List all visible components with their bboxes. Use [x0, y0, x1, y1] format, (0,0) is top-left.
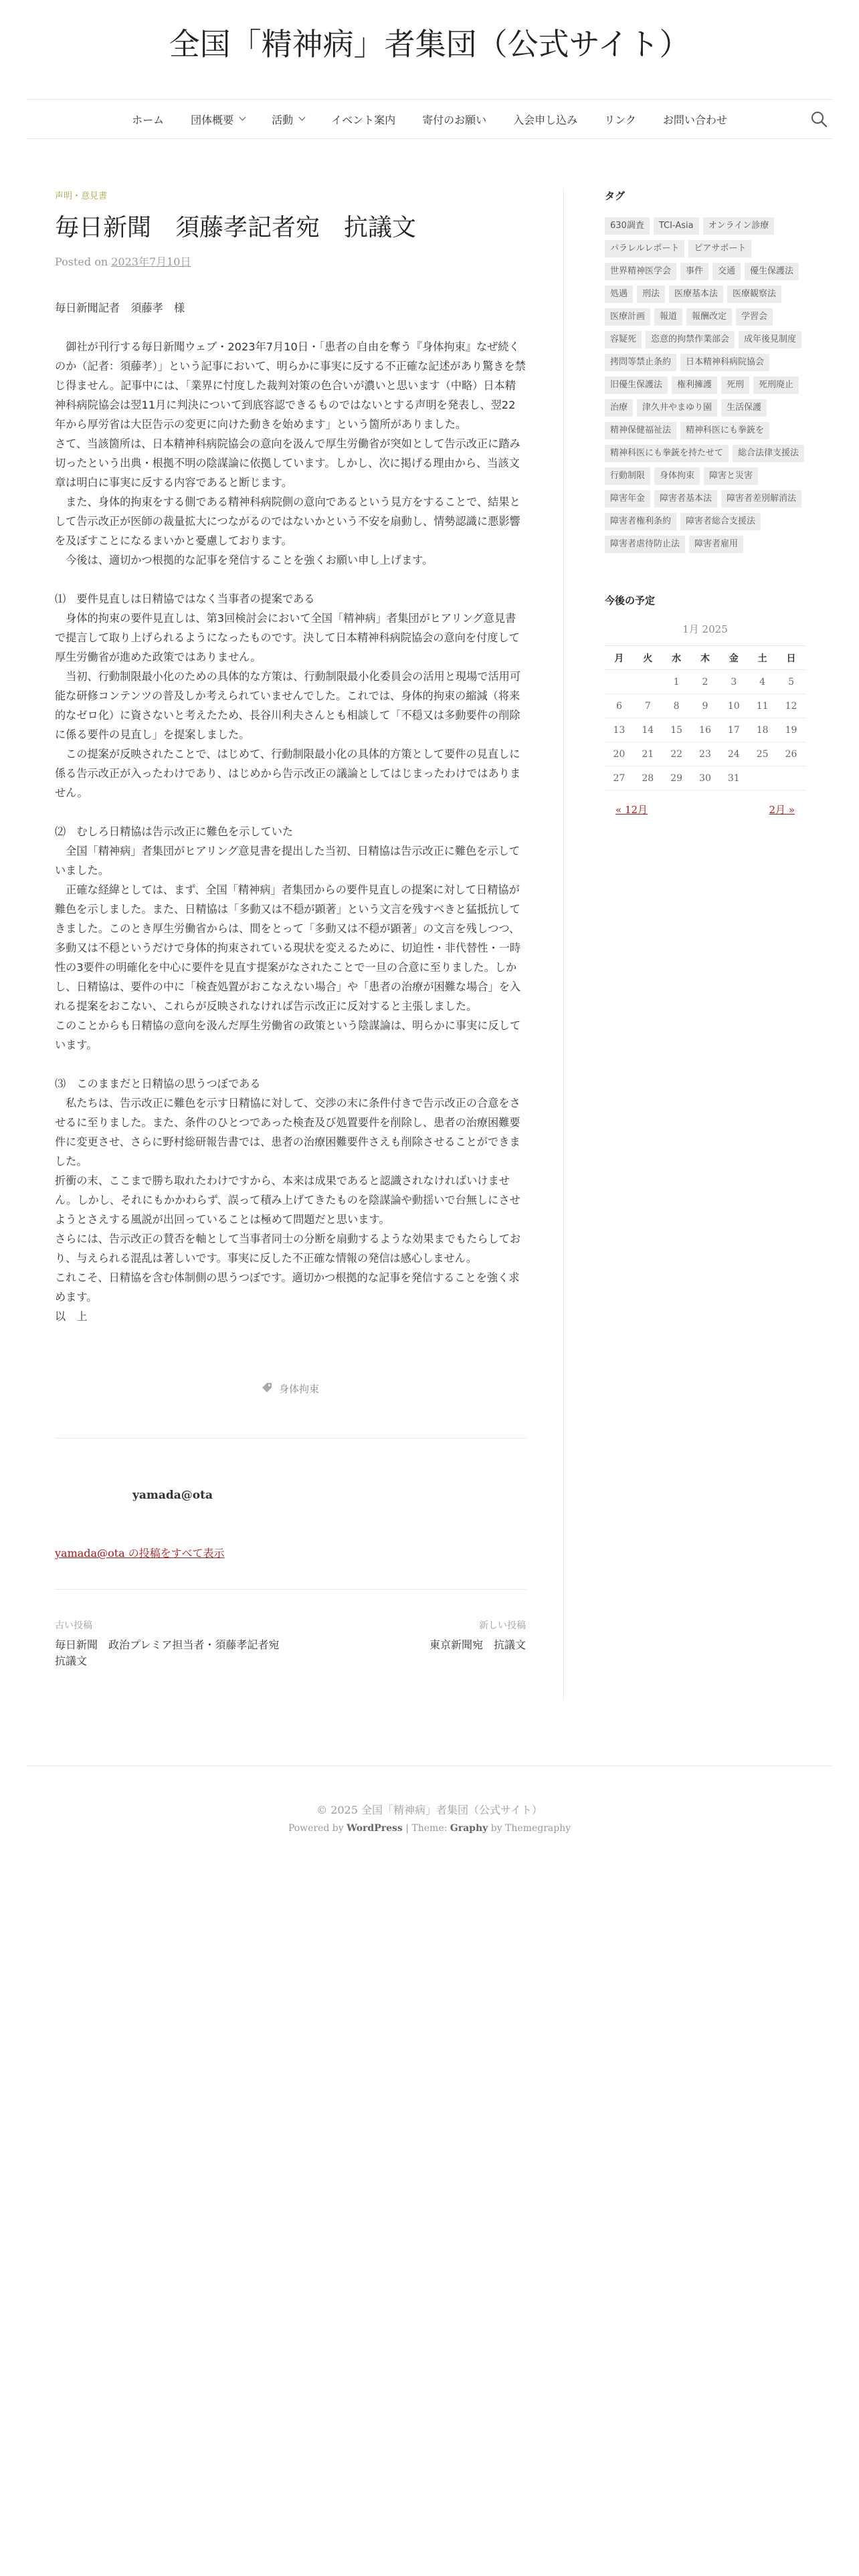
- footer-credit: Powered by WordPress | Theme: Graphy by Themegraphy: [288, 1823, 571, 1834]
- tag-cloud-link[interactable]: 成年後見制度: [739, 331, 801, 348]
- calendar-weekday: 土: [748, 646, 777, 670]
- nav-item-join[interactable]: 入会申し込み: [513, 113, 578, 126]
- tag-cloud-link[interactable]: 精神科医にも拳銃を持たせて: [605, 445, 729, 462]
- tag-cloud: [605, 217, 805, 553]
- calendar-week: [605, 742, 805, 766]
- footer-divider: [27, 1765, 832, 1766]
- calendar-day: 5: [777, 670, 805, 694]
- calendar-day: 15: [662, 718, 691, 742]
- sidebar: [605, 189, 805, 817]
- next-post-label: 新しい投稿: [479, 1620, 526, 1631]
- entry-body: [55, 298, 526, 1326]
- site-header: [0, 0, 859, 99]
- tag-cloud-link[interactable]: 630調査: [605, 217, 650, 235]
- tag-cloud-link[interactable]: ピアサポート: [688, 240, 751, 257]
- calendar-day: 29: [662, 766, 691, 790]
- tag-cloud-link[interactable]: 津久井やまゆり園: [637, 399, 717, 417]
- calendar-day: [777, 766, 805, 790]
- calendar-weekday: 月: [605, 646, 634, 670]
- tag-cloud-link[interactable]: 拷問等禁止条約: [605, 354, 676, 371]
- entry-paragraph: ⑴ 要件見直しは日精協ではなく当事者の提案である 身体的拘束の要件見直しは、第3回検討会において全国「精神病」者集団がヒアリング意見書で提言して取り上げられるようになったものです。決して日本精神科病院協会の意向を付度して厚生労働省が進めた政策ではありません。 当初、行動制限最小化のための具体的な方策は、行動制限最小化委員会の活用と現場で活用可能な研修コンテンツの普及しか考えられていませんでした。これでは、身体的拘束の縮減（将来的なゼロ化）に資さないと考えたため、長谷川利夫さんとも相談して「不穏又は多動要件の削除に係る要件の見直し」を提案しました。 この提案が反映されたことで、はじめて、行動制限最小化の具体的方策として要件の見直しに係る告示改正が入ったわけであり、はじめから告示改正の議論としてはじまったわけではありません。: [55, 593, 521, 799]
- author-box: [55, 1451, 526, 1558]
- tag-cloud-link[interactable]: 旧優生保護法: [605, 377, 668, 394]
- tag-cloud-link[interactable]: 医療基本法: [669, 286, 723, 303]
- tag-cloud-link[interactable]: 死刑廃止: [753, 377, 799, 394]
- tag-cloud-link[interactable]: 報道: [654, 308, 682, 326]
- tag-cloud-link[interactable]: 総合法律支援法: [733, 445, 804, 462]
- tag-cloud-link[interactable]: 生活保護: [721, 399, 767, 417]
- tag-cloud-link[interactable]: 障害者雇用: [689, 536, 743, 553]
- calendar-week: [605, 694, 805, 718]
- chevron-down-icon[interactable]: [299, 114, 306, 121]
- calendar-nav: [605, 802, 805, 817]
- main-navigation: [27, 99, 832, 139]
- entry-paragraph: ⑵ むしろ日精協は告示改正に難色を示していた 全国「精神病」者集団がヒアリング意見書を提出した当初、日精協は告示改正に難色を示していました。 正確な経緯としては、まず、全国「精神病」者集団からの要件見直しの提案に対して日精協が難色を示しました。また、日精協は「多動又は不穏が顕著」という文言を残すべきと猛抵抗してきました。このとき厚生労働省からは、間をとって「多動又は不穏が顕著」の文言を残しつつ、多動又は不穏というだけで身体的拘束されている現状を変えるために、切迫性・非代替性・一時性の3要件の明確化を中心に要件を見直す提案がなされたことで一旦の合意に至りました。しかし、日精協は、要件の中に「検査処置がおこなえない場合」や「患者の治療が困難な場合」を入れる提案をおこない、これらが反映されなければ告示改正に反対すると主張しました。 このことからも日精協の意向を汲んだ厚生労働省の政策という陰謀論は、明らかに事実に反しています。: [55, 825, 521, 1051]
- tag-cloud-link[interactable]: 障害者権利条約: [605, 513, 676, 530]
- posted-on-label: Posted on: [55, 255, 108, 268]
- tag-cloud-link[interactable]: 治療: [605, 399, 633, 417]
- entry-date-link[interactable]: 2023年7月10日: [111, 255, 191, 268]
- calendar-weekday: 木: [691, 646, 720, 670]
- calendar-day: 14: [634, 718, 662, 742]
- tag-cloud-link[interactable]: 医療観察法: [727, 286, 781, 303]
- tag-cloud-link[interactable]: 障害者総合支援法: [680, 513, 761, 530]
- tag-cloud-link[interactable]: 権利擁護: [672, 377, 717, 394]
- calendar-week: [605, 670, 805, 694]
- tag-cloud-link[interactable]: 日本精神科病院協会: [680, 354, 769, 371]
- divider: [55, 1589, 526, 1590]
- calendar-week: [605, 718, 805, 742]
- tag-cloud-link[interactable]: 容疑死: [605, 331, 642, 348]
- tag-cloud-link[interactable]: パラレルレポート: [605, 240, 684, 257]
- calendar-day: 10: [719, 694, 748, 718]
- calendar-day: 21: [634, 742, 662, 766]
- calendar-week: [605, 766, 805, 790]
- calendar-table: [605, 645, 805, 790]
- calendar-day: 13: [605, 718, 634, 742]
- tag-cloud-link[interactable]: 精神科医にも拳銃を: [680, 422, 769, 439]
- calendar-day: 27: [605, 766, 634, 790]
- prev-post-link[interactable]: [55, 1618, 289, 1669]
- calendar-day: 23: [691, 742, 720, 766]
- tag-cloud-link[interactable]: 報酬改定: [686, 308, 732, 326]
- prev-post-title[interactable]: 毎日新聞 政治プレミア担当者・須藤孝記者宛 抗議文: [55, 1638, 290, 1667]
- calendar-day: 30: [691, 766, 720, 790]
- entry-title: 毎日新聞 須藤孝記者宛 抗議文: [55, 214, 417, 241]
- tag-cloud-link[interactable]: 障害者差別解消法: [721, 490, 801, 508]
- calendar-day: 1: [662, 670, 691, 694]
- next-post-link[interactable]: [305, 1618, 526, 1653]
- calendar-day: [605, 670, 634, 694]
- tag-cloud-link[interactable]: 恣意的拘禁作業部会: [646, 331, 735, 348]
- tag-cloud-link[interactable]: 障害者虐待防止法: [605, 536, 685, 553]
- tag-cloud-link[interactable]: 交通: [712, 263, 741, 280]
- tag-cloud-link[interactable]: 刑法: [637, 286, 665, 303]
- calendar-weekday: 金: [719, 646, 748, 670]
- calendar-day: 17: [719, 718, 748, 742]
- calendar-day: 25: [748, 742, 777, 766]
- tag-cloud-link[interactable]: 事件: [680, 263, 708, 280]
- tag-icon: [262, 1382, 272, 1396]
- calendar-day: 12: [777, 694, 805, 718]
- calendar-prev-link[interactable]: « 12月: [615, 804, 648, 816]
- tags-widget-title: タグ: [605, 190, 626, 202]
- calendar-widget-title: 今後の予定: [605, 595, 656, 607]
- calendar-day: 26: [777, 742, 805, 766]
- calendar-day: 19: [777, 718, 805, 742]
- entry-category-link[interactable]: 声明・意見書: [55, 191, 108, 201]
- entry-tag-link[interactable]: 身体拘束: [278, 1383, 319, 1395]
- calendar-day: 16: [691, 718, 720, 742]
- tag-cloud-link[interactable]: 処遇: [605, 286, 633, 303]
- next-post-title[interactable]: 東京新聞宛 抗議文: [429, 1638, 526, 1651]
- calendar-weekday: 日: [777, 646, 805, 670]
- calendar-day: 24: [719, 742, 748, 766]
- sidebar-divider: [563, 189, 564, 1700]
- nav-item-contact[interactable]: お問い合わせ: [662, 113, 727, 126]
- tag-cloud-link[interactable]: 精神保健福祉法: [605, 422, 676, 439]
- wordpress-link[interactable]: WordPress: [347, 1823, 403, 1834]
- tag-cloud-link[interactable]: 障害と災害: [704, 467, 758, 485]
- tag-cloud-link[interactable]: 障害年金: [605, 490, 650, 508]
- calendar-day: 7: [634, 694, 662, 718]
- main-content: [55, 189, 526, 1346]
- entry-paragraph: 御社が刊行する毎日新聞ウェブ・2023年7月10日・「患者の自由を奪う『身体拘束』なぜ続くのか（記者：須藤孝）」という記事において、明らかに事実に反する不正確な記述があり驚きを禁じ得ません。記事中には、「業界に忖度した裁判対策の色合いが濃いと思います（中略）日本精神科病院協会は翌11月に判決について到底容認できるものではないとする声明を発表し、翌22年から厚労省は大臣告示の変更に向けた動きを始めます」という箇所がありました。 さて、当該箇所は、日本精神科病院協会の意向を汲んで厚生労働省が突如として告示改正に踏み切ったという出典・根拠不明の陰謀論に依拠しています。しかし、次に掲げる理由から、当該文章は明白に事実に反する内容であると断じます。 また、身体的拘束をする側である精神科病院側の意向であるという見方をすることで、結果として告示改正が医師の裁量拡大につながるのではないかという不安を扇動し、情勢認識に悪影響を及ぼすことになるまいかと憂慮しております。 今後は、適切かつ根拠的な記事を発信することを強くお願い申し上げます。: [55, 340, 526, 566]
- site-title[interactable]: 全国「精神病」者集団（公式サイト）: [169, 26, 690, 62]
- calendar-day: 28: [634, 766, 662, 790]
- author-name: yamada@ota: [132, 1489, 213, 1502]
- calendar-day: 31: [719, 766, 748, 790]
- tag-cloud-link[interactable]: 障害者基本法: [654, 490, 717, 508]
- tag-cloud-link[interactable]: 世界精神医学会: [605, 263, 676, 280]
- calendar-day: 3: [719, 670, 748, 694]
- calendar-day: 4: [748, 670, 777, 694]
- entry-paragraph: ⑶ このままだと日精協の思うつぼである 私たちは、告示改正に難色を示す日精協に対して、交渉の末に条件付きで告示改正の合意をさせるに至りました。また、条件のひとつであった検査及び処置要件を削除し、患者の治療困難要件に変更させ、さらに野村総研報告書では、患者の治療困難要件さえも削除させることができました。 折衝の末、ここまで勝ち取れたわけですから、本来は成果であると認識されなければいけません。しかし、それにもかかわらず、誤って積み上げてきたものを陰謀論や動揺いで台無しにさせようとさえする風説が出回っていることは極めて問題だと思います。 さらには、告示改正の賛否を軸として当事者同士の分断を扇動するような効果までもたらしており、与えられる混乱は著しいです。事実に反した不正確な情報の発信は感心しません。 これこそ、日精協を含む体制側の思うつぼです。適切かつ根拠的な記事を発信することを強く求めます。 以 上: [55, 1077, 521, 1323]
- tag-cloud-link[interactable]: 学習会: [736, 308, 773, 326]
- calendar-day: 22: [662, 742, 691, 766]
- tag-cloud-link[interactable]: 優生保護法: [745, 263, 799, 280]
- calendar-day: 6: [605, 694, 634, 718]
- chevron-down-icon[interactable]: [240, 114, 246, 121]
- entry-paragraph: 毎日新聞記者 須藤孝 様: [55, 302, 185, 314]
- calendar-day: 11: [748, 694, 777, 718]
- tag-cloud-link[interactable]: 死刑: [721, 377, 749, 394]
- calendar-day: 9: [691, 694, 720, 718]
- entry-tags: [55, 1382, 526, 1396]
- theme-link[interactable]: Graphy: [450, 1823, 488, 1834]
- nav-item-activities[interactable]: 活動: [258, 112, 318, 127]
- nav-item-links[interactable]: リンク: [604, 113, 636, 126]
- calendar-day: [634, 670, 662, 694]
- nav-item-about[interactable]: 団体概要: [177, 112, 258, 127]
- calendar-weekday: 水: [662, 646, 691, 670]
- author-all-posts-link[interactable]: yamada@ota の投稿をすべて表示: [55, 1547, 225, 1560]
- tag-cloud-link[interactable]: 身体拘束: [654, 467, 700, 485]
- calendar-caption: 1月 2025: [682, 623, 728, 635]
- calendar-day: 20: [605, 742, 634, 766]
- tag-cloud-link[interactable]: オンライン診療: [703, 217, 775, 235]
- tag-cloud-link[interactable]: 医療計画: [605, 308, 650, 326]
- nav-item-home[interactable]: ホーム: [132, 113, 165, 126]
- footer-copyright: © 2025 全国「精神病」者集団（公式サイト）: [316, 1804, 543, 1816]
- search-icon[interactable]: [809, 110, 828, 128]
- tag-cloud-link[interactable]: TCI-Asia: [654, 217, 699, 235]
- entry-meta: [55, 253, 526, 269]
- calendar-day: [748, 766, 777, 790]
- calendar: [605, 622, 805, 817]
- calendar-weekday: 火: [634, 646, 662, 670]
- tag-cloud-link[interactable]: 行動制限: [605, 467, 650, 485]
- post-navigation: [55, 1618, 526, 1679]
- nav-item-events[interactable]: イベント案内: [331, 113, 396, 126]
- calendar-day: 8: [662, 694, 691, 718]
- prev-post-label: 古い投稿: [55, 1620, 92, 1631]
- calendar-day: 18: [748, 718, 777, 742]
- calendar-day: 2: [691, 670, 720, 694]
- calendar-next-link[interactable]: 2月 »: [769, 804, 795, 816]
- nav-item-donation[interactable]: 寄付のお願い: [422, 113, 487, 126]
